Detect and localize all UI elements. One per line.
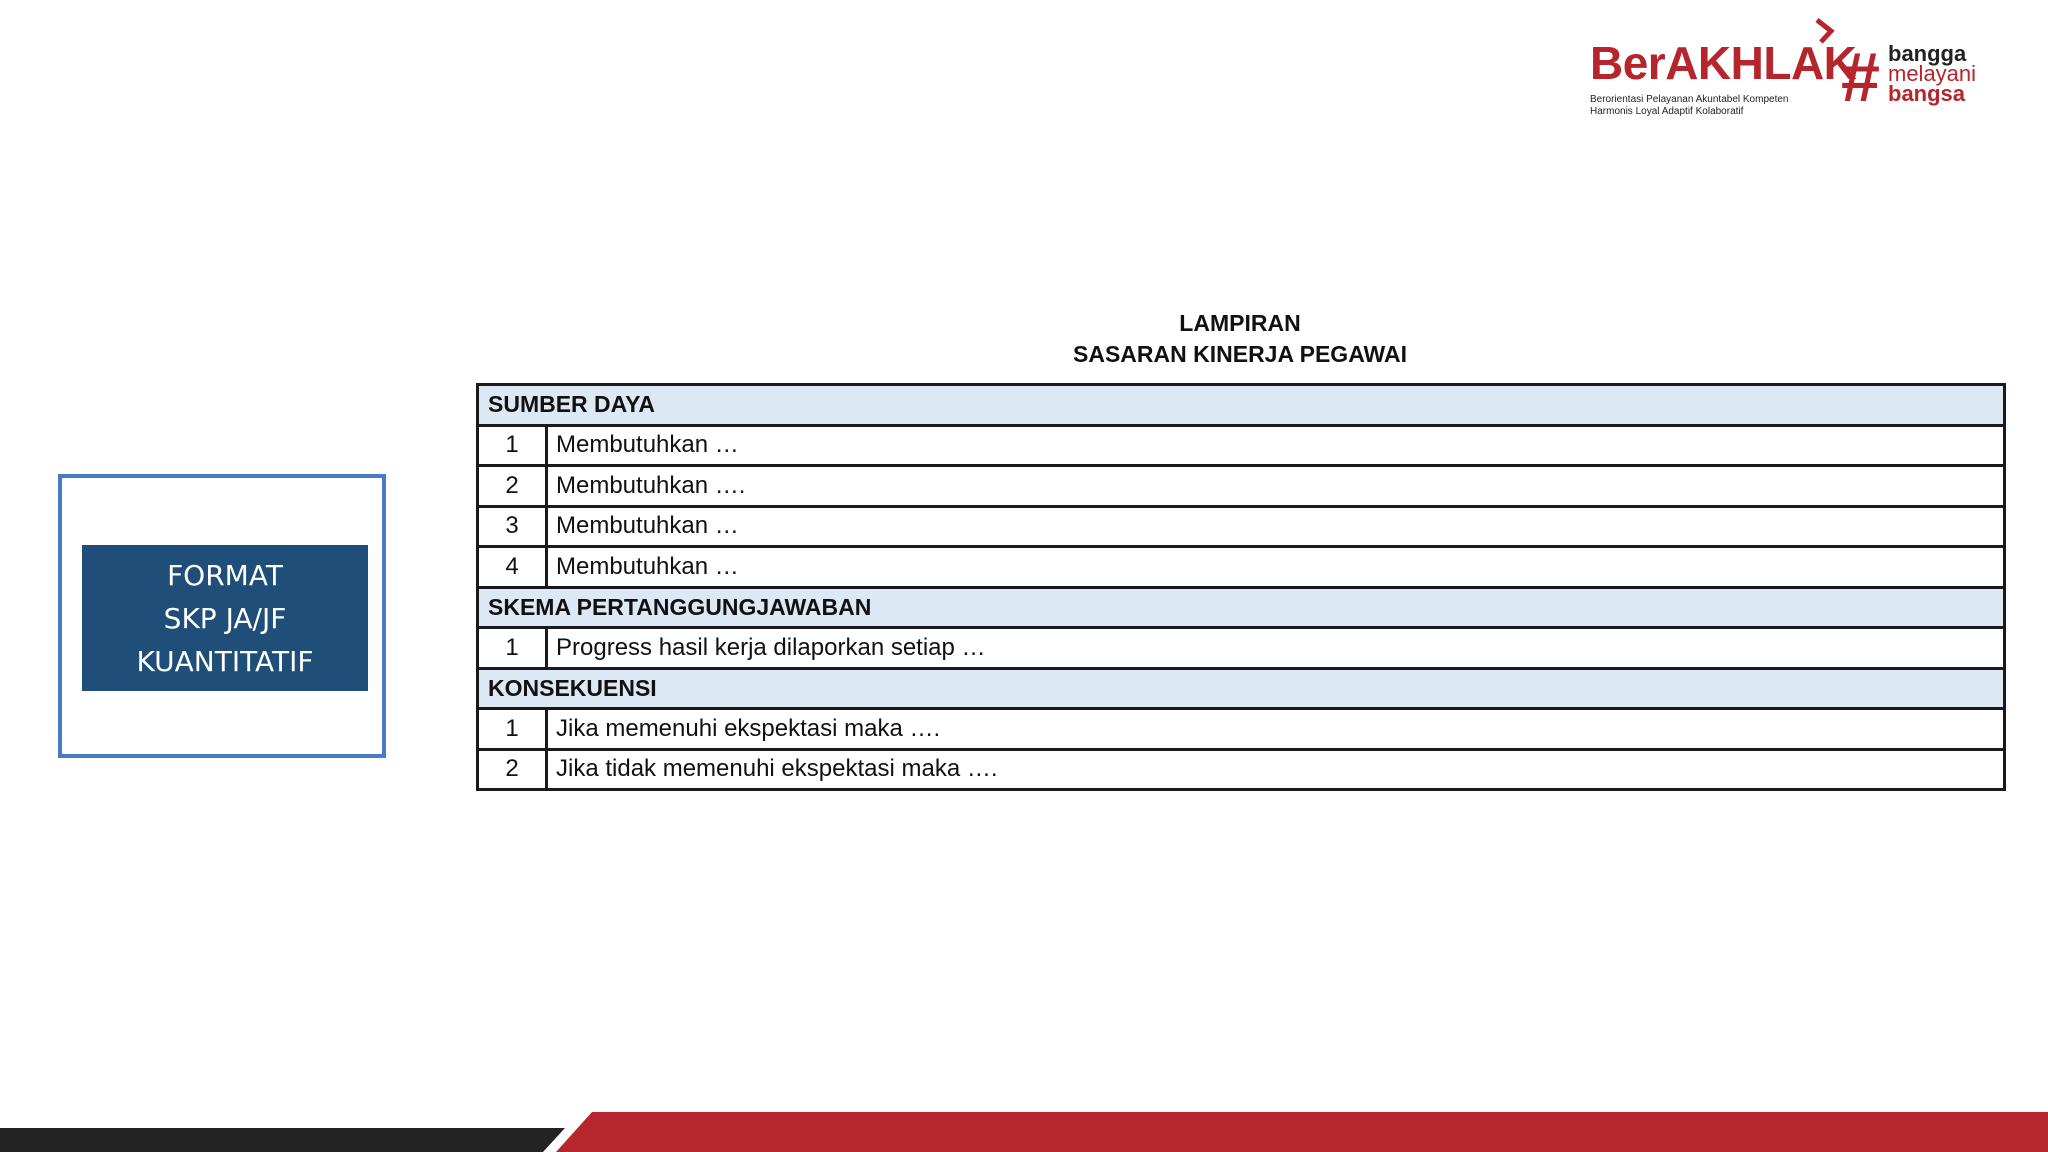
row-number: 4 (478, 547, 547, 588)
table-row (478, 547, 2005, 588)
row-number: 3 (478, 506, 547, 547)
section-header: SUMBER DAYA (478, 385, 2005, 426)
table-row (478, 466, 2005, 507)
format-label: FORMAT SKP JA/JF KUANTITATIF (82, 545, 368, 691)
section-header: SKEMA PERTANGGUNGJAWABAN (478, 587, 2005, 628)
format-card (58, 474, 386, 758)
row-number: 1 (478, 709, 547, 750)
berakhlak-tagline: Berorientasi Pelayanan Akuntabel Kompeten Harmonis Loyal Adaptif Kolaboratif (1590, 94, 1789, 117)
row-text: Membutuhkan … (547, 425, 2005, 466)
footer-red-band (556, 1112, 2048, 1152)
section-header-row (478, 385, 2005, 426)
row-text: Membutuhkan … (547, 506, 2005, 547)
section-header-row (478, 587, 2005, 628)
row-text: Membutuhkan … (547, 547, 2005, 588)
row-text: Jika memenuhi ekspektasi maka …. (547, 709, 2005, 750)
berakhlak-logo (1585, 14, 1985, 117)
row-number: 2 (478, 466, 547, 507)
row-number: 2 (478, 749, 547, 790)
chevron-right-icon (1813, 18, 1835, 44)
footer-dark-band (0, 1128, 565, 1152)
table-row (478, 628, 2005, 669)
skp-table (476, 383, 2006, 791)
section-header: KONSEKUENSI (478, 668, 2005, 709)
row-text: Progress hasil kerja dilaporkan setiap … (547, 628, 2005, 669)
bangga-melayani-bangsa: bangga melayani bangsa (1888, 41, 1977, 106)
table-row (478, 425, 2005, 466)
row-text: Jika tidak memenuhi ekspektasi maka …. (547, 749, 2005, 790)
title-line-2: SASARAN KINERJA PEGAWAI (1073, 341, 1407, 367)
table-row (478, 709, 2005, 750)
row-text: Membutuhkan …. (547, 466, 2005, 507)
row-number: 1 (478, 628, 547, 669)
title-line-1: LAMPIRAN (1179, 310, 1301, 336)
section-header-row (478, 668, 2005, 709)
berakhlak-wordmark: BerAKHLAK (1590, 37, 1857, 89)
document-title (476, 308, 2004, 370)
row-number: 1 (478, 425, 547, 466)
table-row (478, 749, 2005, 790)
table-row (478, 506, 2005, 547)
hashtag-icon: # (1840, 38, 1879, 116)
